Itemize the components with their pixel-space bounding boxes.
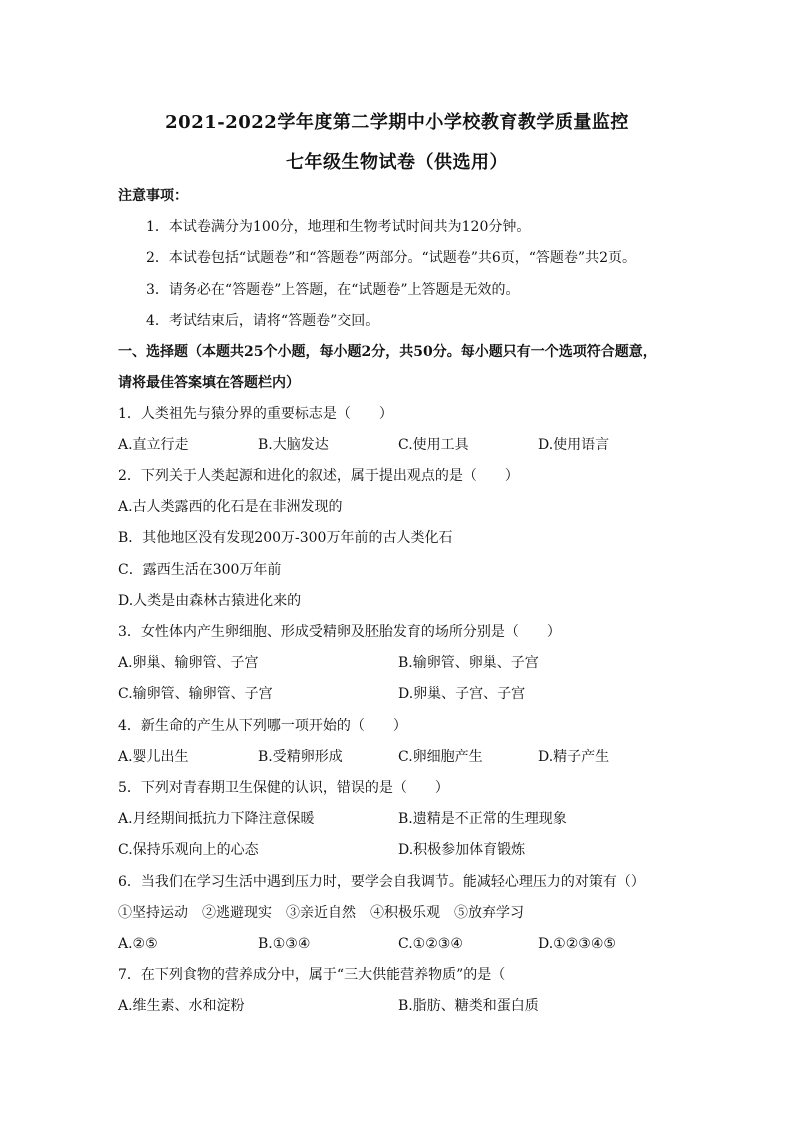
option-b: B.脂肪、糖类和蛋白质 bbox=[398, 998, 539, 1014]
question-stem: 1．人类祖先与猿分界的重要标志是（ ） bbox=[118, 406, 393, 422]
exam-subtitle: 七年级生物试卷（供选用） bbox=[286, 152, 508, 173]
question-stem: 4．新生命的产生从下列哪一项开始的（ ） bbox=[118, 718, 407, 734]
option-b: B.受精卵形成 bbox=[258, 749, 343, 765]
option-b: B.大脑发达 bbox=[258, 437, 329, 453]
option-c: C.①②③④ bbox=[398, 936, 463, 952]
notes-heading: 注意事项： bbox=[118, 188, 188, 204]
option-a: A.维生素、水和淀粉 bbox=[118, 998, 245, 1014]
question-choices-list: ①坚持运动 ②逃避现实 ③亲近自然 ④积极乐观 ⑤放弃学习 bbox=[118, 905, 524, 921]
option-d: D.卵巢、子宫、子宫 bbox=[398, 686, 526, 702]
option-b: B.输卵管、卵巢、子宫 bbox=[398, 655, 539, 671]
option-a: A.月经期间抵抗力下降注意保暖 bbox=[118, 811, 315, 827]
exam-title: 2021-2022学年度第二学期中小学校教育教学质量监控 bbox=[165, 112, 629, 133]
question-stem: 5．下列对青春期卫生保健的认识，错误的是（ ） bbox=[118, 780, 449, 796]
option-d: D.积极参加体育锻炼 bbox=[398, 842, 526, 858]
question-stem: 6．当我们在学习生活中遇到压力时，要学会自我调节。能减轻心理压力的对策有（） bbox=[118, 874, 645, 890]
option-d: D.精子产生 bbox=[538, 749, 610, 765]
option-c: C.保持乐观向上的心态 bbox=[118, 842, 259, 858]
question-stem: 7．在下列食物的营养成分中，属于“三大供能营养物质”的是（ bbox=[118, 967, 506, 983]
option-a: A.古人类露西的化石是在非洲发现的 bbox=[118, 499, 343, 515]
option-c: C.使用工具 bbox=[398, 437, 469, 453]
note-item: 2．本试卷包括“试题卷”和“答题卷”两部分。“试题卷”共6页，“答题卷”共2页。 bbox=[146, 250, 636, 266]
option-a: A.直立行走 bbox=[118, 437, 189, 453]
section-heading-cont: 请将最佳答案填在答题栏内） bbox=[118, 375, 300, 391]
option-c: C.卵细胞产生 bbox=[398, 749, 483, 765]
note-item: 3．请务必在“答题卷”上答题，在“试题卷”上答题是无效的。 bbox=[146, 282, 520, 298]
option-a: A.②⑤ bbox=[118, 936, 158, 952]
note-item: 1．本试卷满分为100分，地理和生物考试时间共为120分钟。 bbox=[146, 219, 531, 235]
option-b: B.遗精是不正常的生理现象 bbox=[398, 811, 567, 827]
section-heading: 一、选择题（本题共25个小题，每小题2分，共50分。每小题只有一个选项符合题意， bbox=[118, 344, 657, 360]
note-item: 4．考试结束后，请将“答题卷”交回。 bbox=[146, 313, 380, 329]
option-b: B．其他地区没有发现200万-300万年前的古人类化石 bbox=[118, 530, 453, 546]
option-d: D.使用语言 bbox=[538, 437, 610, 453]
option-c: C．露西生活在300万年前 bbox=[118, 562, 282, 578]
option-d: D.人类是由森林古猿进化来的 bbox=[118, 593, 302, 609]
option-b: B.①③④ bbox=[258, 936, 311, 952]
option-a: A.卵巢、输卵管、子宫 bbox=[118, 655, 259, 671]
question-stem: 2．下列关于人类起源和进化的叙述，属于提出观点的是（ ） bbox=[118, 468, 519, 484]
option-c: C.输卵管、输卵管、子宫 bbox=[118, 686, 273, 702]
question-stem: 3．女性体内产生卵细胞、形成受精卵及胚胎发育的场所分别是（ ） bbox=[118, 624, 561, 640]
option-d: D.①②③④⑤ bbox=[538, 936, 616, 952]
option-a: A.婴儿出生 bbox=[118, 749, 189, 765]
